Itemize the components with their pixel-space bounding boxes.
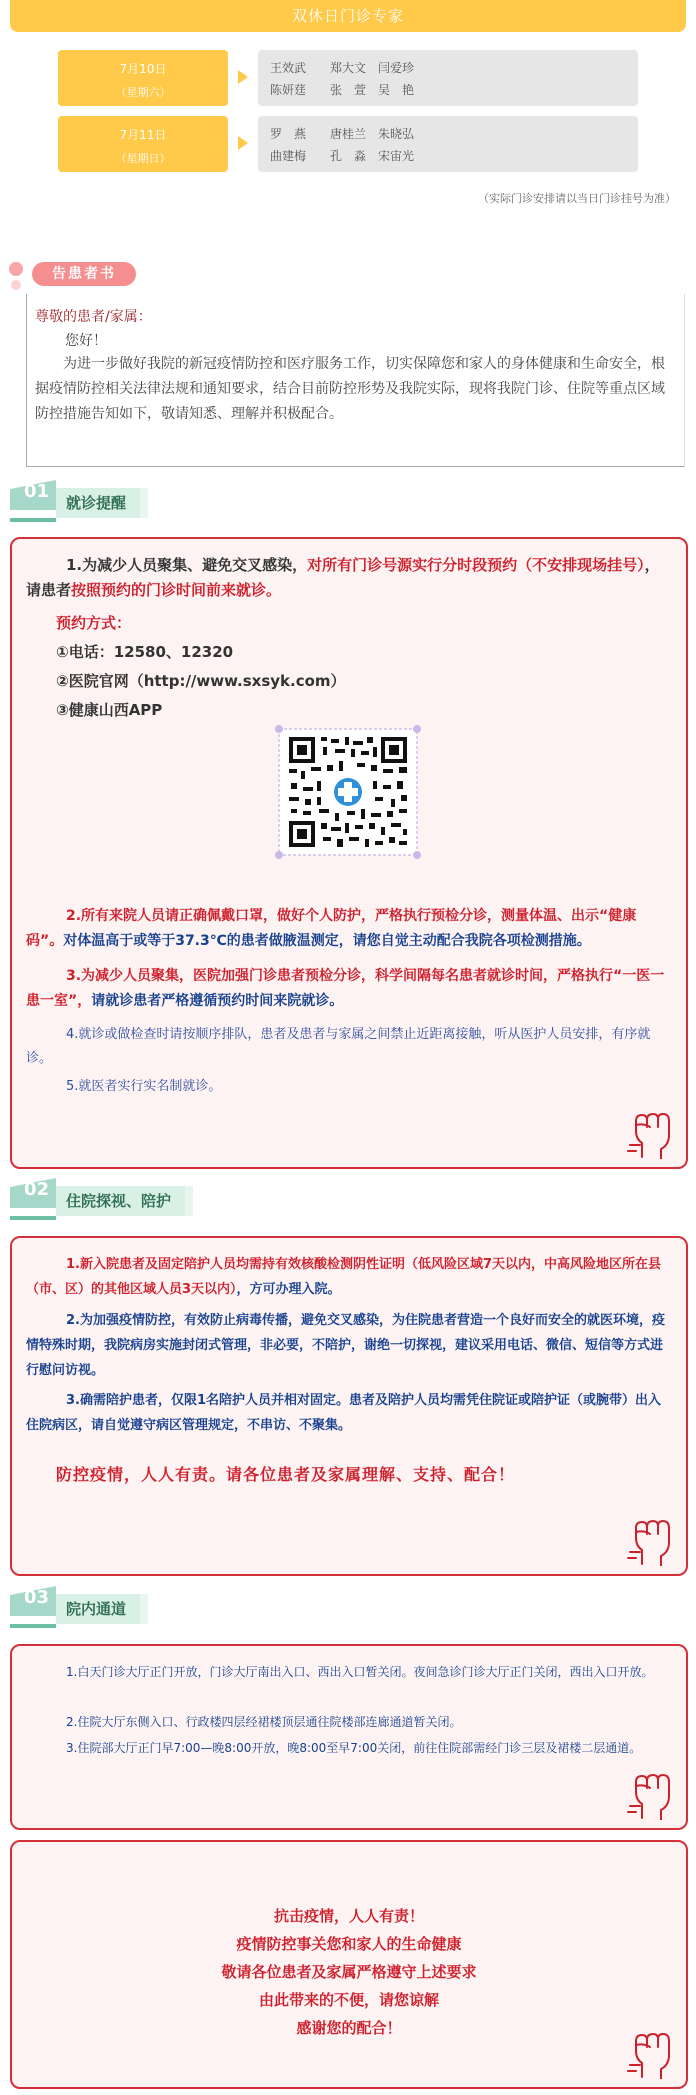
section2-box <box>10 1236 688 1576</box>
dot-icon <box>9 262 23 276</box>
closing-line: 由此带来的不便，请您谅解 <box>258 1991 439 2009</box>
dot-icon <box>11 280 21 290</box>
duty-row <box>58 116 638 172</box>
duty-date-box <box>58 50 228 106</box>
closing-line: 抗击疫情，人人有责！ <box>273 1907 424 1925</box>
text-run: ，请患者 <box>26 556 660 599</box>
section-title: 就诊提醒 <box>56 488 148 518</box>
section-title: 院内通道 <box>56 1594 148 1624</box>
text-run: 1.新入院患者及固定陪护人员均需持有效核酸检测阴性证明（低风险区域7天以内，中高风险地区所在县（市、区）的其他区域人员3天以内） <box>26 1257 662 1297</box>
notice-paragraph: 2.为加强疫情防控，有效防止病毒传播，避免交叉感染，为住院患者营造一个良好而安全的就医环境，疫情特殊时期，我院病房实施封闭式管理，非必要，不陪护，谢绝一切探视，建议采用电话、微信、短信等方式进行慰问访视。 <box>26 1313 665 1378</box>
section-underline <box>10 518 56 522</box>
notice-paragraph <box>26 904 672 954</box>
qr-code[interactable] <box>275 725 421 859</box>
doctor-names-line: 罗 燕 唐桂兰 朱晓弘 <box>270 127 415 141</box>
closing-line: 疫情防控事关您和家人的生命健康 <box>236 1935 462 1953</box>
notice-paragraph <box>26 964 672 1014</box>
text-run: 2.所有来院人员请正确佩戴口罩，做好个人防护，严格执行预检分诊，测量体温、出示“健康码”。 <box>26 908 637 949</box>
closing-box <box>10 1840 688 2089</box>
arrow-right-icon <box>238 136 248 150</box>
notice-paragraph <box>26 1252 672 1302</box>
doctor-names-line: 陈妍莛 张 萱 吴 艳 <box>270 83 415 97</box>
text-run: ，方可办理入院。 <box>236 1282 341 1297</box>
section-number: 02 <box>24 1179 50 1200</box>
doctor-names-line: 王效武 郑大文 闫爱珍 <box>270 61 415 75</box>
text-run: 3.为减少人员聚集，医院加强门诊患者预检分诊，科学间隔每名患者就诊时间，严格执行“一医一患一室”， <box>26 968 665 1009</box>
notice-paragraph: 3.住院部大厅正门早7:00—晚8:00开放，晚8:00至早7:00关闭，前往住院部需经门诊三层及裙楼二层通道。 <box>66 1741 642 1755</box>
duty-weekday: （星期六） <box>115 86 171 99</box>
section-heading <box>10 1178 210 1218</box>
notice-paragraph: 4.就诊或做检查时请按顺序排队，患者及患者与家属之间禁止近距离接触，听从医护人员安排，有序就诊。 <box>26 1027 651 1066</box>
section-heading <box>10 480 210 520</box>
section3-box <box>10 1644 688 1830</box>
duty-doctors-box <box>258 116 638 172</box>
notice-paragraph: 1.白天门诊大厅正门开放，门诊大厅南出入口、西出入口暂关闭。夜间急诊门诊大厅正门关闭，西出入口开放。 <box>66 1665 654 1679</box>
notice-letter <box>26 294 685 467</box>
text-run: 1.为减少人员聚集、避免交叉感染， <box>66 556 308 574</box>
booking-website: ②医院官网（http://www.sxsyk.com） <box>56 672 346 690</box>
notice-greeting: 您好！ <box>65 333 107 349</box>
duty-row <box>58 50 638 106</box>
duty-date: 7月11日 <box>119 128 167 142</box>
section-number: 01 <box>24 481 50 502</box>
closing-line: 感谢您的配合！ <box>296 2019 402 2037</box>
text-run: 对体温高于或等于37.3℃的患者做腋温测定，请您自觉主动配合我院各项检测措施。 <box>63 933 591 949</box>
booking-app: ③健康山西APP <box>56 701 163 719</box>
closing-line: 敬请各位患者及家属严格遵守上述要求 <box>221 1963 477 1981</box>
raised-fist-icon <box>626 1762 674 1820</box>
doctor-names-line: 曲建梅 孔 淼 宋宙光 <box>270 149 415 163</box>
raised-fist-icon <box>626 2021 674 2079</box>
section-title: 住院探视、陪护 <box>56 1186 193 1216</box>
text-run: 请就诊患者严格遵循预约时间来院就诊。 <box>91 993 344 1009</box>
section-underline <box>10 1624 56 1628</box>
duty-date: 7月10日 <box>119 62 167 76</box>
arrow-right-icon <box>238 70 248 84</box>
duty-doctors-box <box>258 50 638 106</box>
raised-fist-icon <box>626 1508 674 1566</box>
notice-paragraph: 2.住院大厅东侧入口、行政楼四层经裙楼顶层通往院楼部连廊通道暂关闭。 <box>66 1715 462 1729</box>
slogan: 防控疫情，人人有责。请各位患者及家属理解、支持、配合！ <box>56 1465 516 1484</box>
notice-paragraph: 3.确需陪护患者，仅限1名陪护人员并相对固定。患者及陪护人员均需凭住院证或陪护证（或腕带）出入住院病区，请自觉遵守病区管理规定，不串访、不聚集。 <box>26 1393 662 1433</box>
text-run: 对所有门诊号源实行分时段预约（不安排现场挂号） <box>307 556 645 574</box>
booking-phone: ①电话：12580、12320 <box>56 643 234 661</box>
notice-paragraph <box>26 553 672 603</box>
notice-body: 为进一步做好我院的新冠疫情防控和医疗服务工作，切实保障您和家人的身体健康和生命安全，根据疫情防控相关法律法规和通知要求，结合目前防控形势及我院实际，现将我院门诊、住院等重点区域防控措施告知如下，敬请知悉、理解并积极配合。 <box>35 356 665 422</box>
duty-note: （实际门诊安排请以当日门诊挂号为准） <box>478 192 676 205</box>
booking-label: 预约方式： <box>56 614 132 632</box>
notice-paragraph: 5.就医者实行实名制就诊。 <box>66 1079 222 1094</box>
duty-date-box <box>58 116 228 172</box>
closing-text <box>12 1902 686 2042</box>
text-run: 按照预约的门诊时间前来就诊。 <box>71 581 282 599</box>
section-heading <box>10 1586 210 1626</box>
section1-box <box>10 537 688 1169</box>
notice-tag: 告患者书 <box>32 262 136 286</box>
section-underline <box>10 1216 56 1220</box>
raised-fist-icon <box>626 1101 674 1159</box>
duty-weekday: （星期日） <box>115 152 171 165</box>
section-number: 03 <box>24 1587 50 1608</box>
duty-banner-title: 双休日门诊专家 <box>10 0 686 32</box>
notice-salutation: 尊敬的患者/家属： <box>35 309 152 325</box>
booking-methods <box>56 609 346 725</box>
